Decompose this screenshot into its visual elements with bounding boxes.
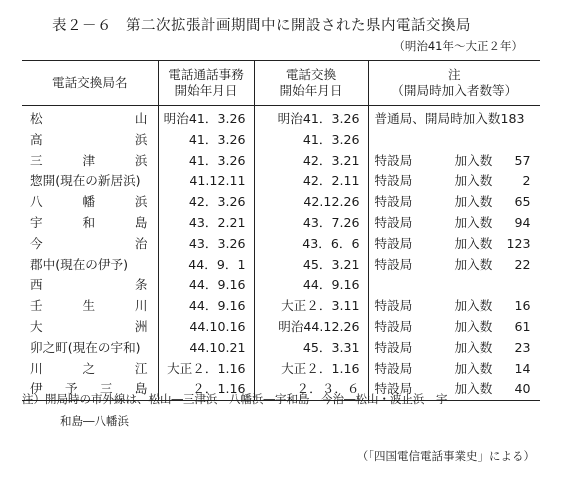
cell-note — [368, 192, 540, 213]
period-note: （明治41年～大正２年） — [393, 39, 523, 53]
cell-note — [368, 234, 540, 255]
cell-call-start: 43．3.26 — [158, 234, 254, 255]
cell-call-start: 42．3.26 — [158, 192, 254, 213]
cell-station-name: 三津浜 — [30, 152, 148, 168]
note-value: 14 — [514, 360, 531, 376]
exchange-table — [22, 60, 540, 401]
cell-note — [368, 317, 540, 338]
footnote-line-1: 注）開局時の市外線は、松山―三津浜 八幡浜―宇和島 今治―松山・波止浜 宇 — [22, 392, 448, 406]
note-type: 普通局、開局時加入数183 — [374, 111, 525, 126]
note-type: 特設局 — [374, 235, 413, 251]
cell-exchange-start: 42．3.21 — [254, 151, 368, 172]
cell-exchange-start: 42．2.11 — [254, 171, 368, 192]
cell-exchange-start: 43．7.26 — [254, 213, 368, 234]
cell-station-name: 郡中(現在の伊予) — [30, 256, 128, 272]
header-note: 注 （開局時加入者数等） — [368, 61, 540, 106]
note-type: 特設局 — [374, 360, 413, 376]
header-row — [22, 61, 540, 106]
note-value: 61 — [514, 318, 531, 334]
cell-note — [368, 255, 540, 276]
note-value: 16 — [514, 298, 531, 314]
note-label: 加入数 — [454, 173, 493, 189]
cell-note — [368, 359, 540, 380]
note-type: 特設局 — [374, 381, 413, 397]
table-title — [52, 14, 471, 35]
table-row — [22, 359, 540, 380]
note-value: 40 — [514, 381, 531, 397]
table-row — [22, 338, 540, 359]
cell-note — [368, 130, 540, 151]
note-type: 特設局 — [374, 152, 413, 168]
cell-call-start: 44.10.16 — [158, 317, 254, 338]
cell-station-name: 今治 — [30, 235, 148, 251]
table-row — [22, 192, 540, 213]
note-value: 65 — [514, 194, 531, 210]
cell-exchange-start: 42.12.26 — [254, 192, 368, 213]
cell-call-start: 44．9.16 — [158, 275, 254, 296]
note-label: 加入数 — [454, 152, 493, 168]
table-row — [22, 130, 540, 151]
table-row — [22, 106, 540, 130]
cell-station-name: 壬生川 — [30, 298, 148, 314]
note-label: 加入数 — [454, 214, 493, 230]
note-type: 特設局 — [374, 298, 413, 314]
cell-exchange-start: 大正２．3.11 — [254, 296, 368, 317]
note-label: 加入数 — [454, 381, 493, 397]
cell-note — [368, 338, 540, 359]
table-row — [22, 255, 540, 276]
cell-note — [368, 275, 540, 296]
cell-call-start: 44．9．1 — [158, 255, 254, 276]
note-value: 94 — [514, 214, 531, 230]
cell-call-start: 44.10.21 — [158, 338, 254, 359]
cell-station-name: 卯之町(現在の宇和) — [30, 339, 141, 355]
header-exchange-start: 電話交換 開始年月日 — [254, 61, 368, 106]
note-value: 57 — [514, 152, 531, 168]
cell-exchange-start: 明治44.12.26 — [254, 317, 368, 338]
cell-note — [368, 213, 540, 234]
cell-call-start: 43．2.21 — [158, 213, 254, 234]
note-type: 特設局 — [374, 194, 413, 210]
cell-exchange-start: 43．6．6 — [254, 234, 368, 255]
cell-note — [368, 151, 540, 172]
note-value: 2 — [522, 173, 531, 189]
note-label: 加入数 — [454, 339, 493, 355]
cell-station-name: 伊予三島 — [30, 381, 148, 397]
footnote-line-2: 和島―八幡浜 — [60, 414, 129, 428]
cell-exchange-start: 明治41．3.26 — [254, 106, 368, 130]
note-type: 特設局 — [374, 339, 413, 355]
header-name: 電話交換局名 — [22, 61, 158, 106]
note-type: 特設局 — [374, 318, 413, 334]
note-label: 加入数 — [454, 298, 493, 314]
cell-call-start: 大正２．1.16 — [158, 359, 254, 380]
cell-station-name: 宇和島 — [30, 214, 148, 230]
table-row — [22, 234, 540, 255]
cell-station-name: 高浜 — [30, 131, 148, 147]
cell-note — [368, 171, 540, 192]
table-row — [22, 275, 540, 296]
note-label: 加入数 — [454, 194, 493, 210]
table-row — [22, 296, 540, 317]
cell-exchange-start: 大正２．1.16 — [254, 359, 368, 380]
cell-station-name: 川之江 — [30, 360, 148, 376]
cell-exchange-start: ２．３．６ — [254, 379, 368, 400]
note-type: 特設局 — [374, 256, 413, 272]
note-label: 加入数 — [454, 360, 493, 376]
cell-station-name: 惣開(現在の新居浜) — [30, 173, 141, 189]
note-label: 加入数 — [454, 235, 493, 251]
source-citation: （「四国電信電話事業史」による） — [356, 449, 535, 463]
note-value: 22 — [514, 256, 531, 272]
cell-exchange-start: 45．3.21 — [254, 255, 368, 276]
cell-note — [368, 106, 540, 130]
note-value: 23 — [514, 339, 531, 355]
cell-call-start: ２．1.16 — [158, 379, 254, 400]
cell-call-start: 41.12.11 — [158, 171, 254, 192]
table-row — [22, 151, 540, 172]
footnote — [22, 388, 448, 432]
table-row — [22, 171, 540, 192]
note-type: 特設局 — [374, 173, 413, 189]
note-type: 特設局 — [374, 214, 413, 230]
cell-call-start: 44．9.16 — [158, 296, 254, 317]
header-call-start: 電話通話事務 開始年月日 — [158, 61, 254, 106]
note-value: 123 — [506, 235, 531, 251]
table-row — [22, 213, 540, 234]
table-caption: 第二次拡張計画期間中に開設された県内電話交換局 — [126, 18, 471, 34]
cell-call-start: 41．3.26 — [158, 130, 254, 151]
note-label: 加入数 — [454, 256, 493, 272]
cell-note — [368, 296, 540, 317]
cell-station-name: 八幡浜 — [30, 194, 148, 210]
cell-exchange-start: 45．3.31 — [254, 338, 368, 359]
cell-station-name: 松山 — [30, 111, 148, 126]
table-row — [22, 317, 540, 338]
table-number: 表２－６ — [52, 18, 112, 34]
cell-exchange-start: 41．3.26 — [254, 130, 368, 151]
cell-call-start: 41．3.26 — [158, 151, 254, 172]
cell-station-name: 西条 — [30, 277, 148, 293]
note-label: 加入数 — [454, 318, 493, 334]
cell-station-name: 大洲 — [30, 318, 148, 334]
cell-call-start: 明治41．3.26 — [158, 106, 254, 130]
cell-exchange-start: 44．9.16 — [254, 275, 368, 296]
